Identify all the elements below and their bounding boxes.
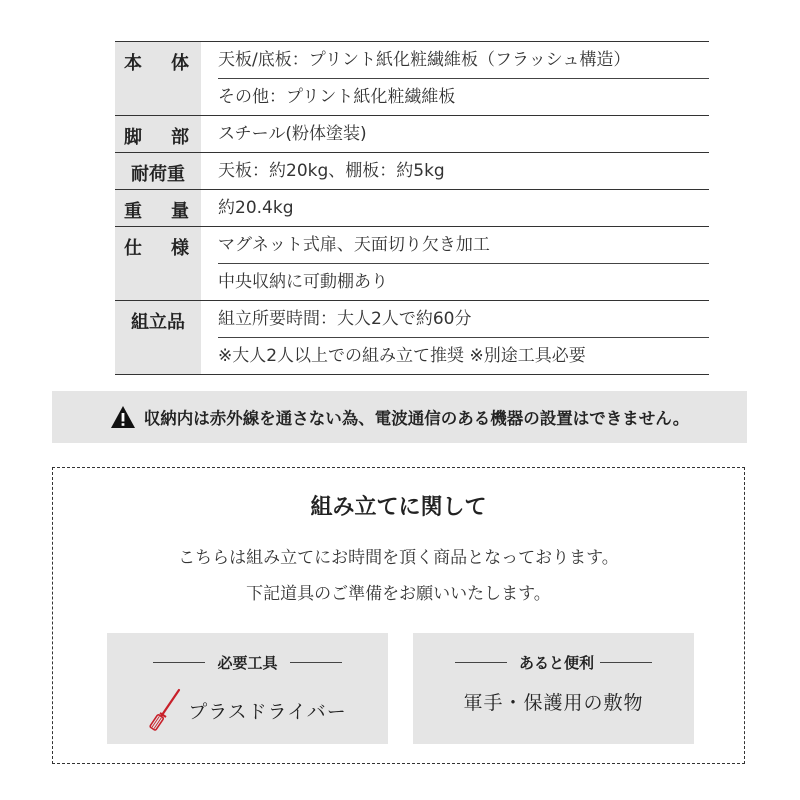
spec-label-char: 重 xyxy=(124,201,142,222)
divider-line xyxy=(290,662,342,663)
spec-label xyxy=(115,227,201,300)
required-tools-card xyxy=(107,633,388,744)
spec-table xyxy=(115,41,709,375)
warning-triangle-icon xyxy=(110,405,136,429)
spec-label-char: 体 xyxy=(171,53,189,74)
spec-label xyxy=(115,116,201,152)
spec-label-char: 部 xyxy=(171,127,189,148)
helpful-items-card xyxy=(413,633,694,744)
assembly-description-line: 下記道具のご準備をお願いいたします。 xyxy=(246,584,551,604)
helpful-items-heading-text: あると便利 xyxy=(518,654,594,672)
helpful-items-item xyxy=(413,688,694,715)
divider-line xyxy=(600,662,652,663)
spec-label-char: 本 xyxy=(124,53,142,74)
divider-line xyxy=(455,662,507,663)
spec-value: 天板：約20kg、棚板：約5kg xyxy=(218,161,445,181)
assembly-notice-box xyxy=(52,467,745,764)
spec-label-char: 脚 xyxy=(124,127,142,148)
assembly-description xyxy=(53,540,744,612)
spec-row-assembly xyxy=(115,301,709,375)
spec-row-body xyxy=(115,42,709,116)
spec-value: 天板/底板：プリント紙化粧繊維板（フラッシュ構造） xyxy=(218,42,709,79)
spec-label-char: 量 xyxy=(171,201,189,222)
required-tools-heading xyxy=(107,652,388,673)
spec-value: その他：プリント紙化粧繊維板 xyxy=(218,87,456,107)
spec-value: ※大人2人以上での組み立て推奨 ※別途工具必要 xyxy=(218,346,586,366)
spec-value: マグネット式扉、天面切り欠き加工 xyxy=(218,227,709,264)
spec-value: スチール(粉体塗装) xyxy=(218,124,367,144)
warning-text: 収納内は赤外線を通さない為、電波通信のある機器の設置はできません。 xyxy=(143,409,690,428)
assembly-description-line: こちらは組み立てにお時間を頂く商品となっております。 xyxy=(178,548,619,568)
spec-label-char: 仕 xyxy=(124,238,142,259)
spec-label: 耐荷重 xyxy=(115,153,201,189)
helpful-items-heading xyxy=(413,652,694,673)
spec-row-features xyxy=(115,227,709,301)
spec-label-char: 様 xyxy=(171,238,189,259)
spec-label xyxy=(115,190,201,226)
warning-banner xyxy=(52,391,747,443)
spec-label: 組立品 xyxy=(115,301,201,374)
divider-line xyxy=(153,662,205,663)
spec-value: 中央収納に可動棚あり xyxy=(218,272,388,292)
spec-value: 組立所要時間：大人2人で約60分 xyxy=(218,301,709,338)
assembly-title: 組み立てに関して xyxy=(310,495,487,520)
required-tools-item xyxy=(107,688,388,732)
spec-row-load-capacity xyxy=(115,153,709,190)
spec-row-weight xyxy=(115,190,709,227)
spec-label xyxy=(115,42,201,115)
required-tools-item-text: プラスドライバー xyxy=(188,700,347,723)
helpful-items-item-text: 軍手・保護用の敷物 xyxy=(463,692,644,714)
screwdriver-icon xyxy=(148,688,182,732)
required-tools-heading-text: 必要工具 xyxy=(217,654,278,672)
spec-value: 約20.4kg xyxy=(218,198,294,218)
spec-row-legs xyxy=(115,116,709,153)
